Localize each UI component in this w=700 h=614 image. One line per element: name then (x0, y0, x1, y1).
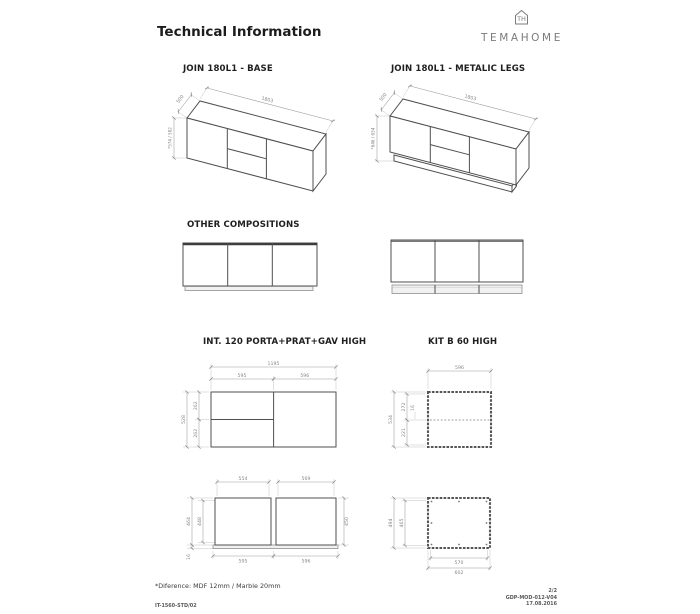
screw-dot (458, 501, 460, 503)
dim-right-inner-width: 569 (301, 476, 311, 482)
doc-code: GDP-MOD-012-V04 (505, 594, 557, 601)
svg-text:TH: TH (516, 15, 526, 23)
dim-left-width: 595 (237, 373, 247, 379)
dim-plinth-height: 16 (187, 554, 193, 560)
screw-dot (431, 544, 433, 546)
dim-bottom-height: 262 (194, 428, 200, 438)
dim-upper-height: 272 (402, 402, 408, 412)
doc-date: 17.08.2016 (526, 601, 557, 608)
section-title-kitb60: KIT B 60 HIGH (428, 337, 498, 347)
kitb60-bottom-drawing (384, 472, 514, 582)
int120-top-drawing (173, 358, 363, 458)
screw-dot (458, 544, 460, 546)
temahome-house-icon (513, 9, 530, 26)
dim-inner-height: 465 (400, 518, 406, 528)
dim-outer-width: 602 (454, 571, 464, 576)
composition-metalic-front-view (389, 236, 525, 298)
dim-height: 534 (389, 415, 395, 424)
dim-length: 1803 (463, 94, 477, 103)
dim-length: 1803 (260, 96, 274, 105)
panel-outline (428, 498, 490, 548)
footer-right-block (506, 588, 557, 608)
kitb60-top-drawing (384, 357, 514, 457)
section-title-join-base: JOIN 180L1 - BASE (183, 64, 273, 74)
dim-outer-height: 494 (389, 518, 395, 528)
screw-dot (486, 522, 488, 524)
screw-dot (486, 501, 488, 503)
screw-dot (431, 501, 433, 503)
screw-dot (486, 544, 488, 546)
dim-total-width: 1195 (267, 361, 280, 367)
dim-depth: 500 (379, 92, 389, 103)
dim-shelf-thickness: 16 (410, 405, 416, 411)
screw-dot (431, 522, 433, 524)
section-title-other-compositions: OTHER COMPOSITIONS (187, 220, 300, 230)
dim-outer-height: 464 (187, 517, 193, 526)
material-difference-note: *Diference: MDF 12mm / Marble 20mm (155, 582, 281, 590)
brand-name: TEMAHOME (481, 32, 563, 44)
dim-right-height: 450 (344, 517, 350, 526)
dim-right-width: 596 (300, 373, 310, 379)
dim-top-height: 262 (194, 401, 200, 411)
dim-inner-height: 448 (198, 517, 204, 526)
document-reference-code: IT-1560-STD/02 (155, 603, 197, 609)
dim-height: *646 / 654 (370, 127, 376, 150)
dim-height: *574 / 582 (167, 127, 173, 149)
brand-logo (481, 9, 561, 44)
page-title: Technical Information (157, 24, 322, 40)
dim-total-height: 528 (182, 415, 188, 424)
iso-drawing-join-metalic (360, 84, 550, 202)
page-number: 2/2 (548, 588, 557, 594)
composition-base-front-view (181, 240, 321, 296)
dim-inner-width: 570 (454, 561, 464, 566)
dim-lower-height: 221 (402, 428, 408, 437)
dim-bottom-right-width: 596 (301, 559, 311, 565)
section-title-join-metalic: JOIN 180L1 - METALIC LEGS (391, 64, 526, 74)
iso-drawing-join-base (157, 84, 347, 196)
dim-depth: 500 (176, 94, 186, 105)
dim-bottom-left-width: 595 (238, 559, 248, 565)
section-title-int120: INT. 120 PORTA+PRAT+GAV HIGH (203, 337, 367, 347)
right-box-outline (276, 498, 336, 545)
int120-bottom-drawing (173, 467, 373, 567)
dim-left-inner-width: 554 (238, 476, 248, 482)
dim-width: 596 (455, 365, 464, 371)
left-box-outline (215, 498, 271, 545)
